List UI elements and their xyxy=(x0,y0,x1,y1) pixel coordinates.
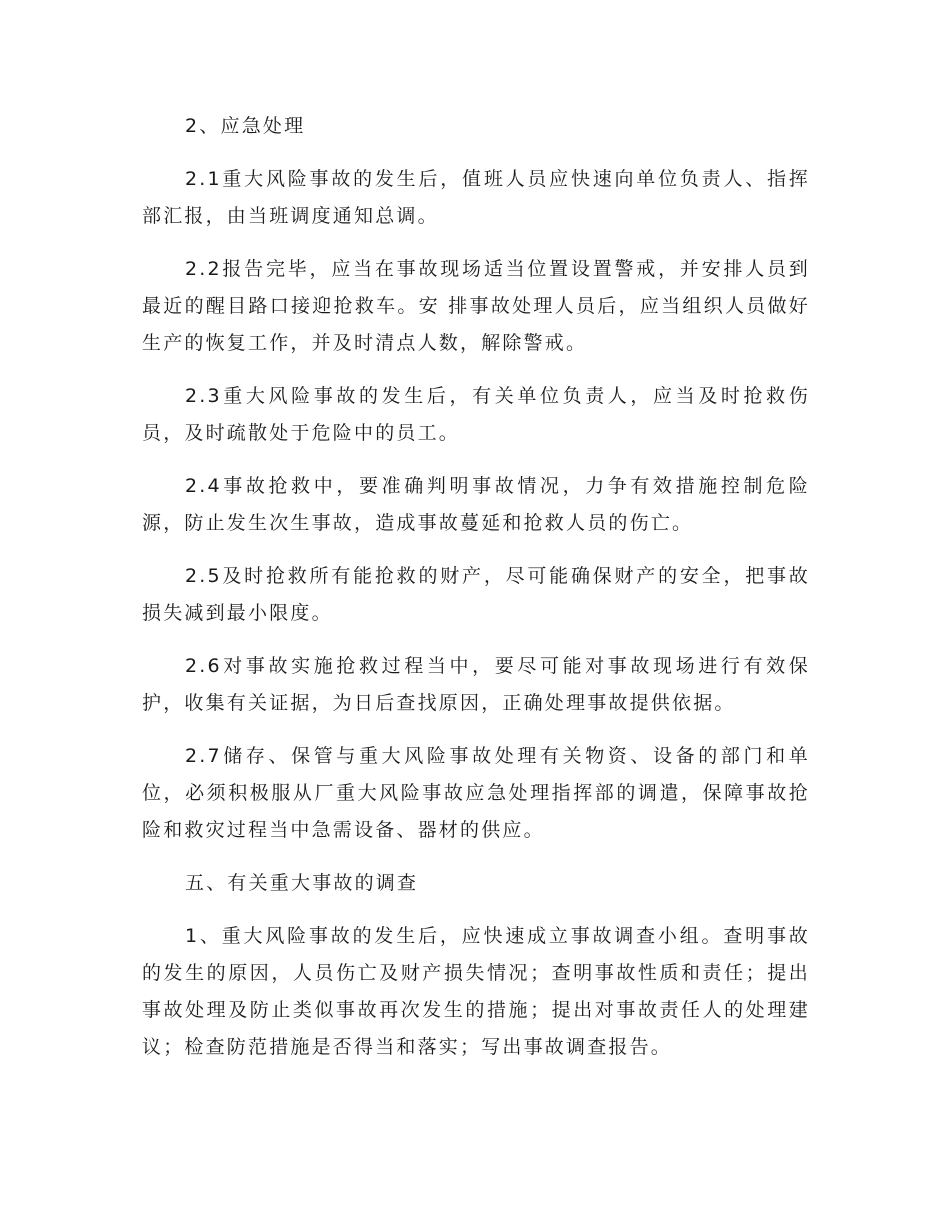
paragraph-2-3: 2.3重大风险事故的发生后，有关单位负责人，应当及时抢救伤员，及时疏散处于危险中的员工。 xyxy=(142,385,810,444)
paragraph-5-1: 1、重大风险事故的发生后，应快速成立事故调查小组。查明事故的发生的原因，人员伤亡及财产损失情况；查明事故性质和责任；提出事故处理及防止类似事故再次发生的措施；提出对事故责任人的处理建议；检查防范措施是否得当和落实；写出事故调查报告。 xyxy=(142,925,810,1058)
paragraph-2-7: 2.7储存、保管与重大风险事故处理有关物资、设备的部门和单位，必须积极服从厂重大风险事故应急处理指挥部的调遣，保障事故抢险和救灾过程当中急需设备、器材的供应。 xyxy=(142,745,810,841)
section-heading-emergency: 2、应急处理 xyxy=(185,115,306,137)
paragraph-2-4: 2.4事故抢救中，要准确判明事故情况，力争有效措施控制危险源，防止发生次生事故，造成事故蔓延和抢救人员的伤亡。 xyxy=(142,475,810,534)
paragraph-2-6: 2.6对事故实施抢救过程当中，要尽可能对事故现场进行有效保护，收集有关证据，为日后查找原因，正确处理事故提供依据。 xyxy=(142,655,810,714)
section-heading-investigation: 五、有关重大事故的调查 xyxy=(185,872,419,894)
paragraph-2-5: 2.5及时抢救所有能抢救的财产，尽可能确保财产的安全，把事故损失减到最小限度。 xyxy=(142,565,810,624)
document-page xyxy=(142,108,810,1082)
paragraph-2-2: 2.2报告完毕，应当在事故现场适当位置设置警戒，并安排人员到最近的醒目路口接迎抢救车。安 排事故处理人员后，应当组织人员做好生产的恢复工作，并及时清点人数，解除警戒。 xyxy=(142,258,810,354)
paragraph-2-1: 2.1重大风险事故的发生后，值班人员应快速向单位负责人、指挥部汇报，由当班调度通知总调。 xyxy=(142,168,810,227)
